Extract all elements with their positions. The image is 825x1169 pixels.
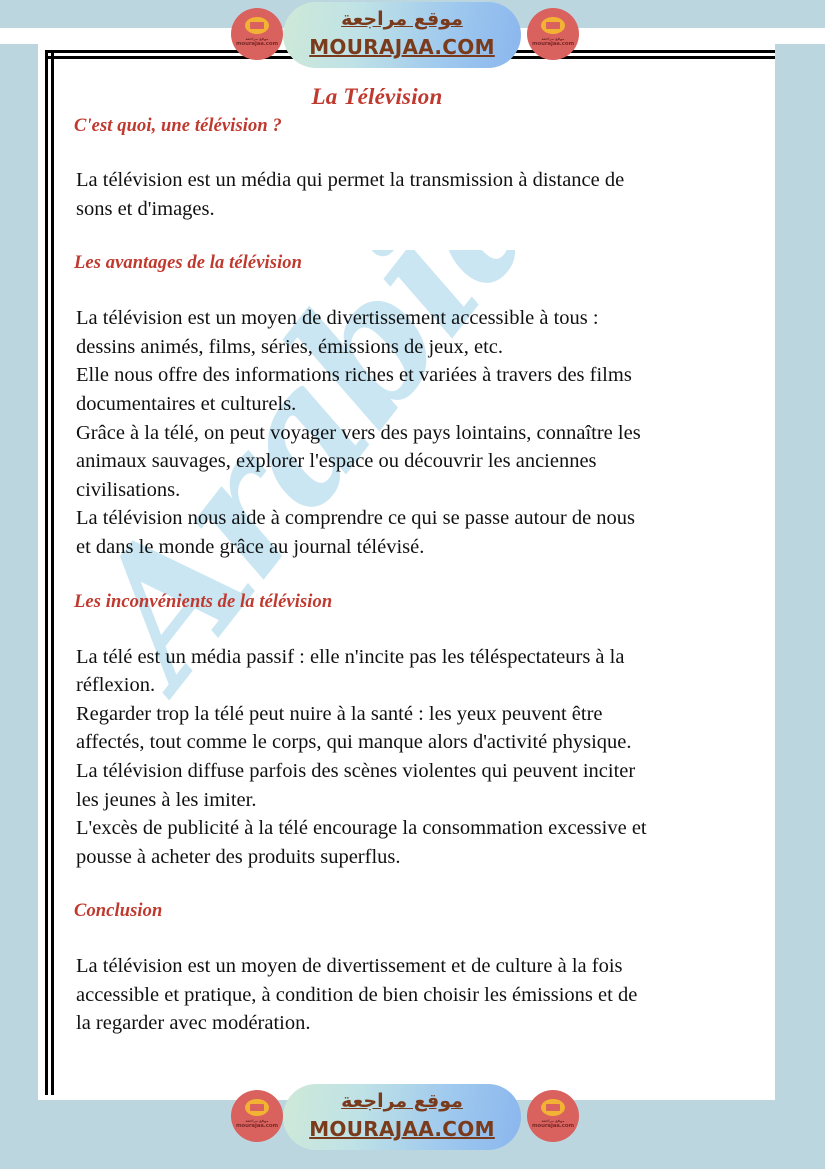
logo-caption-url: mourajaa.com — [532, 41, 574, 47]
section-paragraph-advantages — [62, 304, 762, 561]
text-line: documentaires et culturels. — [76, 392, 297, 415]
page-frame-left-rule — [45, 50, 48, 1095]
brand-logo-icon[interactable] — [527, 8, 579, 60]
logo-caption-url: mourajaa.com — [532, 1123, 574, 1129]
text-line: La télévision est un moyen de divertissement accessible à tous : — [76, 307, 599, 330]
text-line: sons et d'images. — [76, 197, 215, 220]
brand-logo-icon[interactable] — [231, 1090, 283, 1142]
logo-oval-icon — [541, 17, 565, 34]
site-banner-top — [0, 0, 825, 70]
logo-caption-url: mourajaa.com — [236, 41, 278, 47]
section-heading-advantages: Les avantages de la télévision — [74, 253, 303, 274]
text-line: La télévision est un média qui permet la transmission à distance de — [76, 169, 625, 191]
banner-site-url[interactable]: MOURAJAA.COM — [309, 35, 495, 59]
logo-caption — [530, 37, 576, 47]
logo-caption-arabic: موقع مراجعة — [541, 37, 565, 41]
banner-site-url[interactable]: MOURAJAA.COM — [309, 1117, 495, 1141]
section-paragraph-disadvantages — [62, 643, 762, 872]
brand-logo-icon[interactable] — [527, 1090, 579, 1142]
logo-oval-icon — [245, 1099, 269, 1116]
document-content — [62, 70, 762, 1080]
section-paragraph-conclusion — [62, 952, 762, 1038]
text-line: Grâce à la télé, on peut voyager vers des pays lointains, connaître les — [76, 421, 641, 444]
text-line: La télévision nous aide à comprendre ce qui se passe autour de nous — [76, 507, 636, 530]
text-line: et dans le monde grâce au journal télévisé. — [76, 535, 425, 558]
text-line: Regarder trop la télé peut nuire à la santé : les yeux peuvent être — [76, 702, 603, 725]
brand-logo-icon[interactable] — [231, 8, 283, 60]
section-heading-conclusion: Conclusion — [74, 901, 163, 922]
site-banner-bottom — [0, 1082, 825, 1152]
logo-oval-icon — [245, 17, 269, 34]
text-line: affectés, tout comme le corps, qui manque alors d'activité physique. — [76, 731, 632, 754]
logo-caption-url: mourajaa.com — [236, 1123, 278, 1129]
page-frame-left-rule-second — [51, 50, 54, 1095]
logo-caption — [530, 1119, 576, 1129]
text-line: La télévision diffuse parfois des scènes violentes qui peuvent inciter — [76, 759, 636, 782]
logo-caption-arabic: موقع مراجعة — [245, 1119, 269, 1123]
logo-oval-icon — [541, 1099, 565, 1116]
logo-caption-arabic: موقع مراجعة — [245, 37, 269, 41]
text-line: animaux sauvages, explorer l'espace ou découvrir les anciennes — [76, 450, 597, 473]
logo-caption — [234, 37, 280, 47]
text-line: pousse à acheter des produits superflus. — [76, 845, 401, 868]
text-line: accessible et pratique, à condition de bien choisir les émissions et de — [76, 983, 638, 1006]
text-line: civilisations. — [76, 478, 181, 501]
logo-caption-arabic: موقع مراجعة — [541, 1119, 565, 1123]
logo-caption — [234, 1119, 280, 1129]
banner-arabic-title: موقع مراجعة — [341, 1090, 463, 1112]
text-line: réflexion. — [76, 674, 156, 697]
section-heading-disadvantages: Les inconvénients de la télévision — [74, 591, 333, 612]
text-line: dessins animés, films, séries, émissions de jeux, etc. — [76, 335, 504, 358]
text-line: La télé est un média passif : elle n'incite pas les téléspectateurs à la — [76, 645, 625, 668]
text-line: La télévision est un moyen de divertissement et de culture à la fois — [76, 955, 623, 978]
text-line: la regarder avec modération. — [76, 1012, 311, 1035]
section-heading-definition: C'est quoi, une télévision ? — [74, 116, 282, 136]
document-title: La Télévision — [311, 84, 443, 109]
banner-arabic-title: موقع مراجعة — [341, 8, 463, 30]
text-line: Elle nous offre des informations riches et variées à travers des films — [76, 364, 632, 387]
text-line: L'excès de publicité à la télé encourage la consommation excessive et — [76, 817, 647, 840]
section-paragraph-definition — [62, 166, 762, 223]
text-line: les jeunes à les imiter. — [76, 788, 257, 811]
